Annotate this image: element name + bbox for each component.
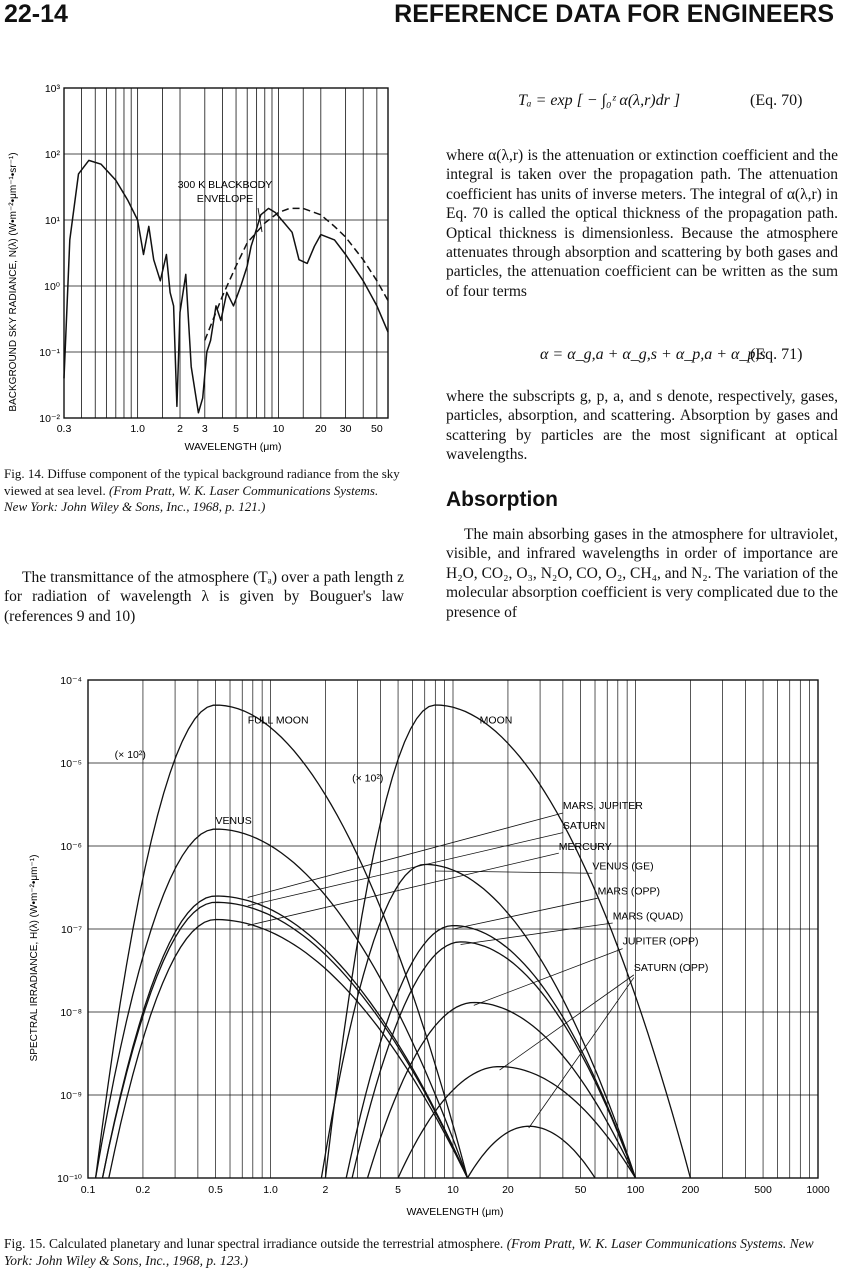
fig15-x-tick-label: 500 (754, 1184, 772, 1196)
fig14-plot-frame (64, 88, 388, 418)
figure-15-chart (0, 668, 846, 1228)
fig15-curve-label-mars-quad: MARS (QUAD) (612, 910, 684, 923)
fig15-leader-line (474, 949, 623, 1006)
fig15-y-tick-label: 10⁻⁷ (60, 924, 82, 936)
fig14-x-tick-label: 20 (314, 423, 327, 435)
fig15-caption-source: (From Pratt, W. K. Laser Communications Systems. New York: John Wiley & Sons, Inc., 1968, p. 123.) (4, 1236, 814, 1268)
fig15-spectral-curve (321, 864, 635, 1178)
fig15-y-tick-label: 10⁻⁵ (60, 758, 82, 770)
figure-14-caption (4, 466, 404, 516)
fig15-xlabel: WAVELENGTH (μm) (406, 1206, 504, 1218)
fig15-x-tick-label: 0.5 (208, 1184, 223, 1196)
fig15-spectral-curve (398, 1067, 635, 1178)
fig14-x-tick-label: 5 (233, 423, 239, 435)
fig15-x-tick-label: 5 (395, 1184, 401, 1196)
fig14-x-tick-label: 10 (272, 423, 285, 435)
figure-14-chart (0, 72, 410, 462)
fig15-leader-line (248, 833, 563, 906)
fig14-y-tick-label: 10² (44, 149, 60, 161)
fig15-x-tick-label: 1000 (806, 1184, 830, 1196)
fig14-y-tick-label: 10⁻² (39, 413, 60, 425)
fig15-leader-line (500, 975, 634, 1070)
left-column-paragraph (4, 568, 404, 626)
fig15-spectral-curve (346, 926, 635, 1178)
fig15-leader-lines (248, 813, 634, 1128)
fig15-curve-label-moon: MOON (479, 714, 513, 727)
fig15-x-tick-label: 1.0 (263, 1184, 278, 1196)
equation-71-expression: α = α_g,a + α_g,s + α_p,a + α_p,s (540, 346, 766, 363)
fig14-y-tick-label: 10³ (44, 83, 60, 95)
fig14-annotation: 300 K BLACKBODY (177, 179, 273, 191)
figure-15-caption (4, 1236, 842, 1269)
fig15-spectral-curve (468, 1126, 596, 1178)
fig15-ylabel: SPECTRAL IRRADIANCE, H(λ) (W•m⁻²•μm⁻¹) (29, 854, 40, 1062)
fig15-leader-line (461, 923, 613, 944)
fig15-x-tick-label: 10 (447, 1184, 459, 1196)
fig15-curve-label-mars-jupiter: MARS, JUPITER (562, 799, 643, 812)
page-header (0, 0, 846, 36)
fig15-leader-line (453, 898, 598, 929)
fig14-x-tick-label: 0.3 (56, 423, 72, 435)
fig15-spectral-curve (96, 829, 468, 1178)
fig15-curve-label-mars-opp: MARS (OPP) (597, 885, 661, 898)
fig14-annotation-line2: ENVELOPE (196, 193, 254, 205)
paragraph-absorbing-gases: The main absorbing gases in the atmosphere for ultraviolet, visible, and infrared wavelengths in order of importance are H₂O, CO₂, O₃, N₂O, CO, O₂, CH₄, and N₂. The variation of the molecular absorption coefficient is very complicated due to the presence of (446, 526, 838, 621)
page-number: 22-14 (4, 0, 68, 28)
fig14-y-tick-label: 10⁻¹ (39, 347, 60, 359)
fig14-x-tick-label: 50 (371, 423, 383, 435)
paragraph-subscripts: where the subscripts g, p, a, and s denote, respectively, gases, particles, absorption, and scattering. Absorption by gases and scattering by particles are the most significant at optical wavelengths. (446, 388, 838, 464)
fig15-caption-lead: Fig. 15. Calculated planetary and lunar spectral irradiance outside the terrestrial atmosphere. (4, 1236, 504, 1251)
fig15-x-tick-label: 0.2 (135, 1184, 151, 1196)
fig15-y-tick-label: 10⁻⁶ (60, 841, 82, 853)
fig15-x-tick-label: 50 (574, 1184, 587, 1196)
fig14-caption-source: (From Pratt, W. K. Laser Communications Systems. New York: John Wiley & Sons, Inc., 1968, p. 121.) (4, 482, 379, 514)
fig14-y-tick-label: 10⁰ (44, 281, 60, 293)
fig15-curve-label-saturn-opp: SATURN (OPP) (633, 962, 709, 975)
fig15-curve-label-venus: VENUS (215, 814, 252, 827)
fig15-curve-label-venus-ge: VENUS (GE) (592, 860, 654, 873)
fig15-series (96, 705, 691, 1178)
paragraph-bouguer: The transmittance of the atmosphere (Tₐ) over a path length z for radiation of wavelength λ is given by Bouguer's law (references 9 and 10) (4, 569, 404, 625)
fig14-y-tick-label: 10¹ (44, 215, 60, 227)
fig15-curve-label-jupiter-opp: JUPITER (OPP) (622, 935, 699, 948)
fig14-ticks (39, 83, 383, 435)
equation-71-tag: (Eq. 71) (750, 346, 803, 363)
right-column-paragraph-3 (446, 525, 838, 622)
fig15-y-tick-label: 10⁻⁸ (60, 1007, 82, 1019)
fig14-x-tick-label: 2 (177, 423, 183, 435)
equation-70 (518, 92, 680, 110)
fig15-x-tick-label: 2 (322, 1184, 329, 1196)
right-column-paragraph-2 (446, 387, 838, 465)
fig15-x-tick-label: 100 (626, 1184, 645, 1196)
fig14-blackbody-envelope-line (205, 208, 388, 340)
right-column-paragraph-1 (446, 146, 838, 301)
running-title: REFERENCE DATA FOR ENGINEERS (394, 0, 834, 28)
fig15-leader-line (248, 813, 563, 897)
fig15-x-tick-label: 20 (502, 1184, 514, 1196)
fig15-x-tick-label: 0.1 (80, 1184, 96, 1196)
fig14-xlabel: WAVELENGTH (μm) (184, 441, 282, 453)
fig15-y-tick-label: 10⁻⁴ (60, 675, 82, 687)
paragraph-attenuation: where α(λ,r) is the attenuation or extinction coefficient and the integral is taken over the propagation path. The attenuation coefficient has units of inverse meters. The integral of α(λ,r) in Eq. 70 is called the optical thickness of the propagation path. Optical thickness is dimensionless. Because the atmosphere attenuates through absorption and scattering by both gases and particles, the attenuation coefficient can be written as the sum of four terms (446, 147, 838, 300)
fig14-ylabel: BACKGROUND SKY RADIANCE, N(λ) (W•m⁻²•μm⁻¹•sr⁻¹) (8, 152, 19, 412)
fig15-y-tick-label: 10⁻⁹ (60, 1090, 82, 1102)
fig15-curve-label-full-moon: FULL MOON (247, 714, 309, 727)
fig14-caption-lead: Fig. 14. Diffuse component of the typical background radiance from the sky viewed at sea level. (4, 466, 400, 498)
fig14-x-tick-label: 3 (201, 423, 208, 435)
fig15-curve-label-saturn: SATURN (562, 820, 606, 833)
fig15-curve-label-x100-b: (× 10²) (352, 772, 384, 785)
fig14-x-tick-label: 30 (339, 423, 352, 435)
section-heading-absorption: Absorption (446, 488, 558, 511)
fig15-y-tick-label: 10⁻¹⁰ (57, 1173, 82, 1185)
equation-71 (540, 346, 766, 364)
fig15-labels (115, 714, 709, 974)
fig15-curve-label-x100-a: (× 10²) (114, 748, 146, 761)
fig15-spectral-curve (96, 705, 468, 1178)
equation-70-expression: Tₐ = exp [ − ∫₀ᶻ α(λ,r)dr ] (518, 92, 681, 109)
fig15-x-tick-label: 200 (681, 1184, 700, 1196)
fig14-x-tick-label: 1.0 (130, 423, 145, 435)
equation-70-tag: (Eq. 70) (750, 92, 803, 109)
fig14-grid (64, 88, 388, 418)
fig15-curve-label-mercury: MERCURY (558, 840, 612, 853)
